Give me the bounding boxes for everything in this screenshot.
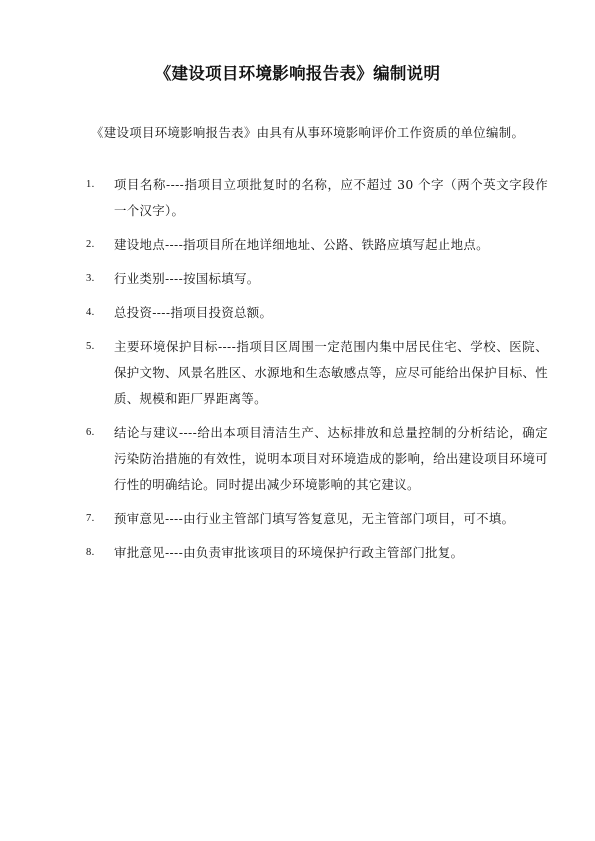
list-item-text: 主要环境保护目标----指项目区周围一定范围内集中居民住宅、学校、医院、保护文物、风景名胜区、水源地和生态敏感点等，应尽可能给出保护目标、性质、规模和距厂界距离等。 xyxy=(114,339,548,406)
list-item-text: 审批意见----由负责审批该项目的环境保护行政主管部门批复。 xyxy=(114,545,464,560)
intro-paragraph: 《建设项目环境影响报告表》由具有从事环境影响评价工作资质的单位编制。 xyxy=(91,125,525,140)
list-item-number: 4. xyxy=(86,307,95,318)
list-item-text: 结论与建议----给出本项目清洁生产、达标排放和总量控制的分析结论，确定污染防治措施的有效性，说明本项目对环境造成的影响，给出建设项目环境可行性的明确结论。同时提出减少环境影响的其它建议。 xyxy=(114,425,548,492)
list-item xyxy=(86,334,548,412)
list-item xyxy=(86,506,548,532)
list-item xyxy=(86,540,548,566)
list-item xyxy=(86,266,548,292)
document-title: 《建设项目环境影响报告表》编制说明 xyxy=(154,64,441,83)
list-item-number: 1. xyxy=(86,179,95,190)
list-item-text: 预审意见----由行业主管部门填写答复意见，无主管部门项目，可不填。 xyxy=(114,511,515,526)
list-item-number: 7. xyxy=(86,513,95,524)
list-item-text: 建设地点----指项目所在地详细地址、公路、铁路应填写起止地点。 xyxy=(114,237,489,252)
list-item-number: 3. xyxy=(86,273,95,284)
list-item xyxy=(86,420,548,498)
list-item-number: 2. xyxy=(86,239,95,250)
list-item-text: 总投资----指项目投资总额。 xyxy=(114,305,273,320)
list-item-text: 项目名称----指项目立项批复时的名称，应不超过 30 个字（两个英文字段作一个汉字）。 xyxy=(114,177,548,218)
list-item xyxy=(86,300,548,326)
list-item-number: 8. xyxy=(86,547,95,558)
list-item xyxy=(86,172,548,224)
instruction-list xyxy=(86,172,548,574)
list-item-number: 5. xyxy=(86,341,95,352)
list-item-text: 行业类别----按国标填写。 xyxy=(114,271,260,286)
list-item xyxy=(86,232,548,258)
list-item-number: 6. xyxy=(86,427,95,438)
